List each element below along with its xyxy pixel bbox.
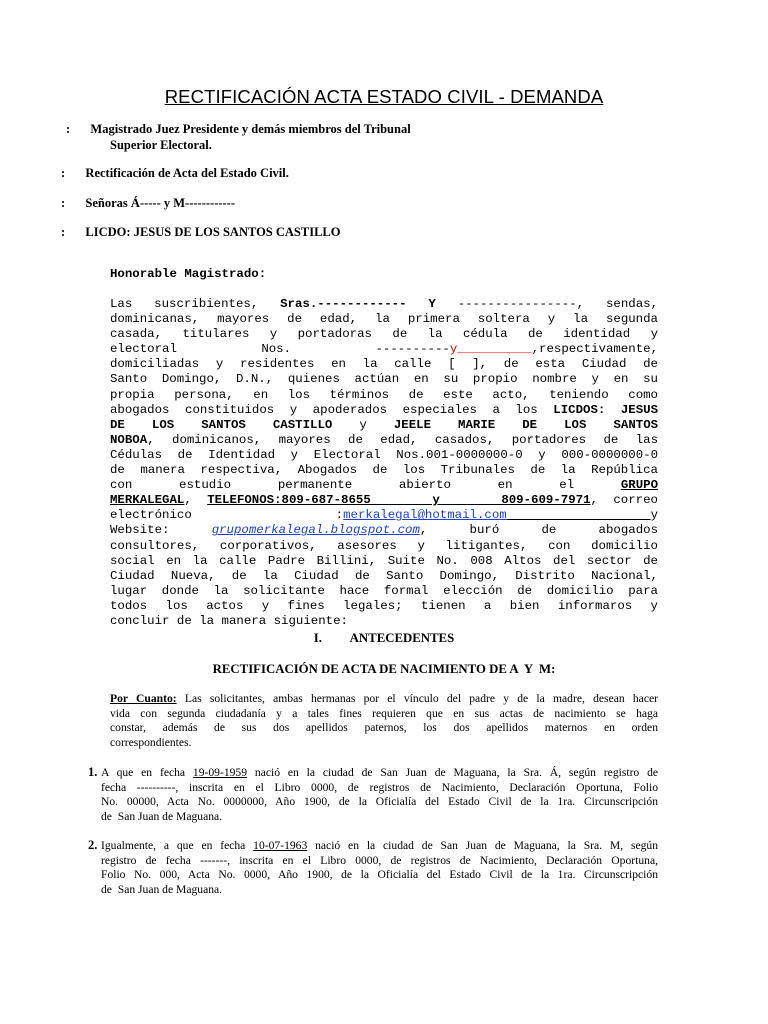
intro-line: todos los actos y fines legales; tienen a bien informaros y (110, 598, 658, 613)
parties-line (61, 195, 235, 211)
addressee-text: Magistrado Juez Presidente y demás miembros del Tribunal (90, 122, 411, 136)
intro-line: social en la calle Padre Billini, Suite No. 008 Altos del sector de (110, 553, 658, 568)
intro-line: propia persona, en los términos de este acto, teniendo como (110, 387, 658, 402)
addressee-colon: : (66, 122, 71, 136)
intro-line: Website: grupomerkalegal.blogspot.com, buró de abogados (110, 523, 659, 538)
section-title: ANTECEDENTES (349, 631, 455, 645)
intro-line: dominicanas, mayores de edad, la primera soltera y la segunda (110, 312, 658, 327)
item-date: 19-09-1959 (192, 766, 248, 779)
document-title: RECTIFICACIÓN ACTA ESTADO CIVIL - DEMANDA (164, 86, 604, 107)
intro-line: MERKALEGAL, TELEFONOS:809-687-8655 y 809-609-7971, correo (110, 493, 658, 508)
intro-line: Las suscribientes, Sras.------------ Y ----------------, sendas, (110, 297, 659, 311)
section-number: I. (313, 631, 322, 645)
email-link[interactable]: merkalegal@hotmail.com (343, 508, 507, 523)
por-cuanto-paragraph: Por Cuanto: Las solicitantes, ambas hermanas por el vínculo del padre y de la madre, desean hacer vida con segunda ciudadanía y a tales fines requieren que en sus actas de nacimiento se haga constar, además de sus dos apellidos paternos, los dos apellidos maternos en orden correspondientes. (110, 692, 658, 749)
list-item: A que en fecha 19-09-1959 nació en la ciudad de San Juan de Maguana, la Sra. Á, según registro de fecha ----------, inscrita en el Libro 0000, de registros de Nacimiento, Declaración Oportuna, Folio No. 00000, Acta No. 0000000, Año 1900, de la Oficialía del Estado Civil de la 1ra. Circunscripción de San Juan de Maguana. (101, 766, 659, 823)
intro-paragraph (110, 297, 658, 629)
addressee-line-2: Superior Electoral. (110, 138, 212, 152)
lawyer-line (61, 224, 340, 240)
intro-line: domiciliadas y residentes en la calle [ ], de esta Ciudad de (110, 357, 658, 372)
list-item: Igualmente, a que en fecha 10-07-1963 nació en la ciudad de San Juan de Maguana, la Sra. M, según registro de fecha -------, inscrita en el Libro 0000, de registros de Nacimiento, Declaración Oportuna, Folio No. 000, Acta No. 0000, Año 1900, de la Oficialía del Estado Civil de la 1ra. Circunscripción de San Juan de Maguana. (101, 839, 658, 896)
intro-line: Santo Domingo, D.N., quienes actúan en su propio nombre y en su (110, 372, 658, 387)
intro-line: abogados constituidos y apoderados especiales a los LICDOS: JESUS (110, 402, 659, 417)
parties-text: Señoras Á----- y M------------ (85, 196, 236, 210)
item-number: 1. (88, 765, 98, 779)
item-date: 10-07-1963 (253, 839, 308, 852)
intro-line: de manera respectiva, Abogados de los Tribunales de la República (110, 463, 658, 478)
section-subtitle: RECTIFICACIÓN DE ACTA DE NACIMIENTO DE A Y M: (212, 662, 556, 676)
salutation (110, 267, 658, 282)
item-number: 2. (88, 838, 98, 852)
intro-line: NOBOA, dominicanos, mayores de edad, casados, portadores de las (110, 432, 658, 447)
addressee-line (66, 121, 411, 137)
intro-line: DE LOS SANTOS CASTILLO y JEELE MARIE DE LOS SANTOS (110, 417, 659, 432)
parties-colon: : (61, 196, 66, 210)
salutation-text: Honorable Magistrado: (110, 267, 267, 281)
lawyer-text: LICDO: JESUS DE LOS SANTOS CASTILLO (85, 225, 341, 239)
intro-line: electrónico :merkalegal@hotmail.com y (110, 508, 659, 523)
intro-line: consultores, corporativos, asesores y litigantes, con domicilio (110, 538, 658, 553)
por-cuanto-label: Por Cuanto: (110, 692, 177, 705)
intro-line: lugar donde la solicitante hace formal elección de domicilio para (110, 583, 658, 598)
subject-colon: : (61, 166, 66, 180)
subject-text: Rectificación de Acta del Estado Civil. (85, 166, 289, 180)
section-heading (0, 631, 768, 646)
intro-line: Cédulas de Identidad y Electoral Nos.001-0000000-0 y 000-0000000-0 (110, 447, 658, 462)
subject-line (61, 165, 289, 181)
intro-line: Ciudad Nueva, de la Ciudad de Santo Domingo, Distrito Nacional, (110, 568, 658, 583)
website-link[interactable]: grupomerkalegal.blogspot.com (211, 523, 420, 538)
lawyer-colon: : (61, 225, 66, 239)
intro-line: casada, titulares y portadoras de la cédula de identidad y (110, 327, 658, 342)
intro-line: concluir de la manera siguiente: (110, 613, 348, 628)
intro-line: electoral Nos. ----------y__________,respectivamente, (110, 342, 659, 357)
intro-line: con estudio permanente abierto en el GRUPO (110, 478, 659, 493)
